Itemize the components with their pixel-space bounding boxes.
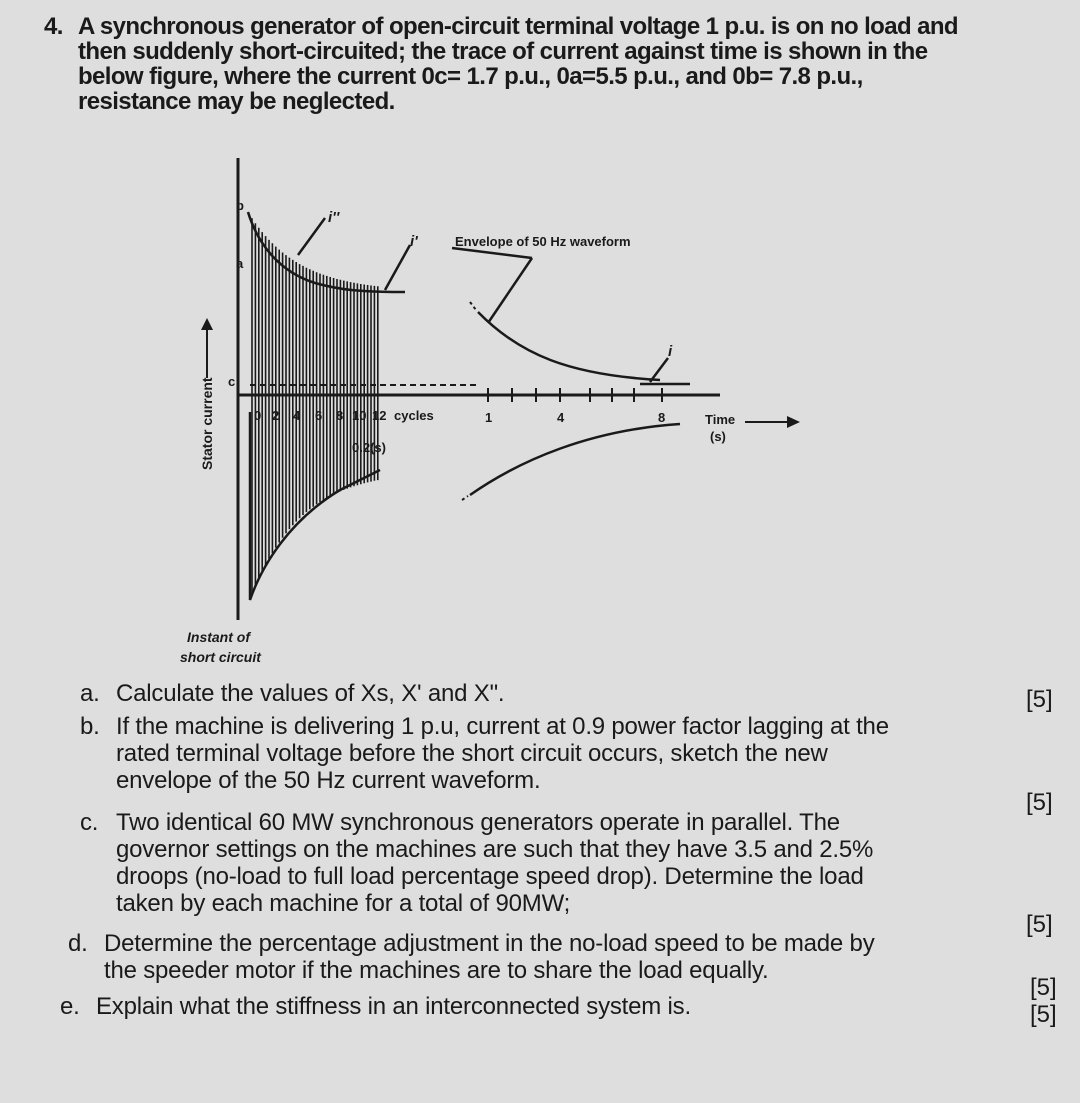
part-line: If the machine is delivering 1 p.u, current at 0.9 power factor lagging at the xyxy=(116,713,889,740)
part-letter: b. xyxy=(80,713,100,740)
part-line: Two identical 60 MW synchronous generators operate in parallel. The xyxy=(116,809,840,836)
question-line-4: resistance may be neglected. xyxy=(78,88,395,115)
part-letter: a. xyxy=(80,680,100,707)
mark-c: [5] xyxy=(1026,911,1053,938)
part-d xyxy=(68,930,875,984)
part-e xyxy=(60,993,691,1020)
cycles-label: cycles xyxy=(394,408,434,423)
question-line-3: below figure, where the current 0c= 1.7 p.u., 0a=5.5 p.u., and 0b= 7.8 p.u., xyxy=(78,63,863,90)
curve-i3-label: i xyxy=(668,343,673,360)
question-line-2: then suddenly short-circuited; the trace of current against time is shown in the xyxy=(78,38,928,65)
x-axis-unit: (s) xyxy=(710,429,726,444)
cycle-tick: 10 xyxy=(352,408,367,423)
cycle-tick: 2 xyxy=(272,408,280,423)
cycle-tick: 4 xyxy=(293,408,301,423)
time-tick: 1 xyxy=(485,410,493,425)
instant-label-2: short circuit xyxy=(180,649,261,665)
mark-b: [5] xyxy=(1026,789,1053,816)
y-axis-label: Stator current xyxy=(199,377,215,470)
question-number: 4. xyxy=(44,13,63,40)
part-line: taken by each machine for a total of 90MW; xyxy=(116,890,571,917)
time-tick: 4 xyxy=(557,410,565,425)
cycle-tick: 12 xyxy=(372,408,387,423)
part-line: droops (no-load to full load percentage speed drop). Determine the load xyxy=(116,863,864,890)
cycle-tick: 0 xyxy=(254,408,262,423)
point-c-label: c xyxy=(228,374,236,389)
cycle-tick: 6 xyxy=(315,408,323,423)
part-line: rated terminal voltage before the short circuit occurs, sketch the new xyxy=(116,740,828,767)
point-b-label: b xyxy=(236,198,244,213)
part-letter: c. xyxy=(80,809,99,836)
point-a-label: a xyxy=(236,256,244,271)
part-letter: d. xyxy=(68,930,88,957)
part-line: Determine the percentage adjustment in the no-load speed to be made by xyxy=(104,930,875,957)
part-line: envelope of the 50 Hz current waveform. xyxy=(116,767,541,794)
x-axis-label: Time xyxy=(705,412,736,427)
mark-d: [5] xyxy=(1030,974,1057,1001)
mark-e: [5] xyxy=(1030,1001,1057,1028)
part-a xyxy=(80,680,504,707)
part-line: governor settings on the machines are such that they have 3.5 and 2.5% xyxy=(116,836,874,863)
envelope-label: Envelope of 50 Hz waveform xyxy=(455,234,631,249)
part-letter: e. xyxy=(60,993,80,1020)
question-line-1: 4. A synchronous generator of open-circuit terminal voltage 1 p.u. is on no load and xyxy=(44,13,958,40)
part-line: Explain what the stiffness in an interconnected system is. xyxy=(96,993,691,1020)
curve-i1-label: i'' xyxy=(328,209,340,226)
part-line: Calculate the values of Xs, X' and X". xyxy=(116,680,505,707)
part-b xyxy=(80,713,889,794)
instant-label-1: Instant of xyxy=(187,629,250,645)
part-c xyxy=(80,809,873,917)
curve-i2-label: i' xyxy=(410,233,418,250)
cycle-tick: 8 xyxy=(336,408,344,423)
mark-a: [5] xyxy=(1026,686,1053,713)
part-line: the speeder motor if the machines are to share the load equally. xyxy=(104,957,769,984)
seconds-label: 0.2(s) xyxy=(352,440,386,455)
time-tick: 8 xyxy=(658,410,666,425)
